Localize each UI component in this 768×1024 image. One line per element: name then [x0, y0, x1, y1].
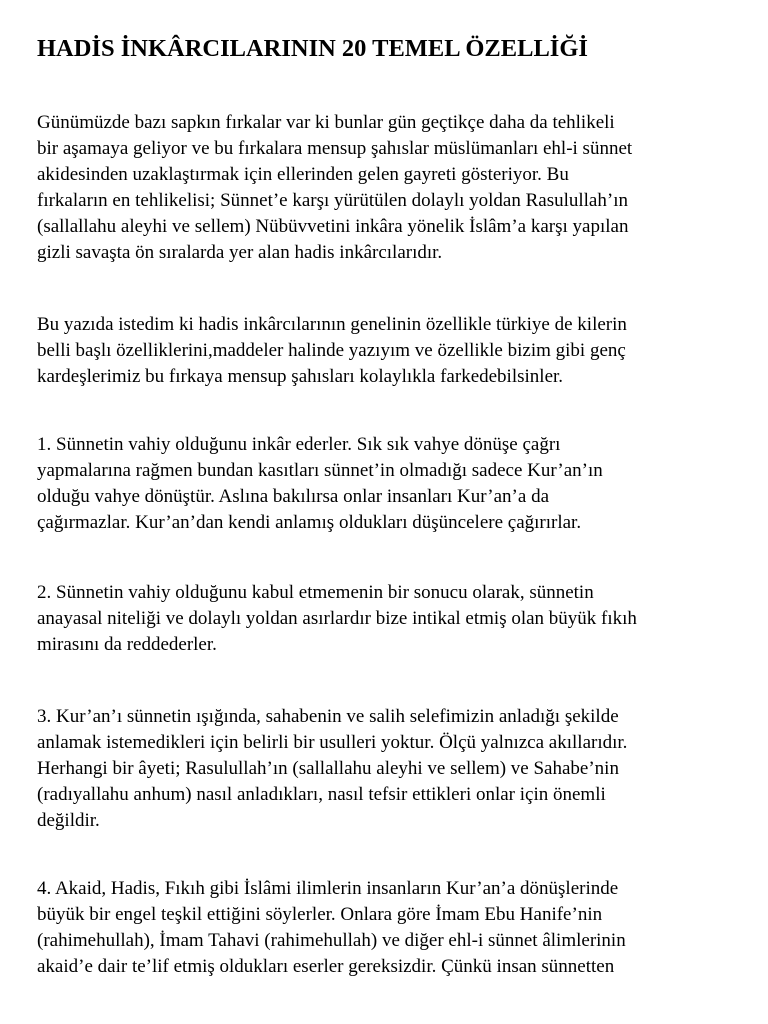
text-line: fırkaların en tehlikelisi; Sünnet’e karşı yürütülen dolaylı yoldan Rasulullah’ın: [37, 190, 628, 211]
text-line: 4. Akaid, Hadis, Fıkıh gibi İslâmi ilimlerin insanların Kur’an’a dönüşlerinde: [37, 878, 619, 899]
paragraph-item-3: [37, 704, 747, 834]
text-line: mirasını da reddederler.: [37, 634, 217, 655]
paragraph-item-2: [37, 580, 747, 658]
text-line: kardeşlerimiz bu fırkaya mensup şahısları kolaylıkla farkedebilsinler.: [37, 366, 564, 387]
text-line: 2. Sünnetin vahiy olduğunu kabul etmemenin bir sonucu olarak, sünnetin: [37, 582, 594, 603]
paragraph-item-4: [37, 876, 747, 980]
text-line: (radıyallahu anhum) nasıl anladıkları, nasıl tefsir ettikleri onlar için önemli: [37, 784, 606, 805]
text-line: bir aşamaya geliyor ve bu fırkalara mensup şahıslar müslümanları ehl-i sünnet: [37, 138, 633, 159]
text-line: çağırmazlar. Kur’an’dan kendi anlamış oldukları düşüncelere çağırırlar.: [37, 512, 582, 533]
text-line: belli başlı özelliklerini,maddeler halinde yazıyım ve özellikle bizim gibi genç: [37, 340, 626, 361]
text-line: Bu yazıda istedim ki hadis inkârcılarının genelinin özellikle türkiye de kilerin: [37, 314, 627, 335]
text-line: akaid’e dair te’lif etmiş oldukları eserler gereksizdir. Çünkü insan sünnetten: [37, 956, 615, 977]
text-line: akidesinden uzaklaştırmak için ellerinden gelen gayreti gösteriyor. Bu: [37, 164, 569, 185]
text-line: (sallallahu aleyhi ve sellem) Nübüvvetini inkâra yönelik İslâm’a karşı yapılan: [37, 216, 629, 237]
text-line: yapmalarına rağmen bundan kasıtları sünnet’in olmadığı sadece Kur’an’ın: [37, 460, 603, 481]
paragraph-purpose: [37, 312, 747, 390]
document-title: HADİS İNKÂRCILARININ 20 TEMEL ÖZELLİĞİ: [37, 35, 588, 62]
text-line: Herhangi bir âyeti; Rasulullah’ın (sallallahu aleyhi ve sellem) ve Sahabe’nin: [37, 758, 619, 779]
paragraph-item-1: [37, 432, 747, 536]
text-line: anayasal niteliği ve dolaylı yoldan asırlardır bize intikal etmiş olan büyük fıkıh: [37, 608, 637, 629]
text-line: olduğu vahye dönüştür. Aslına bakılırsa onlar insanları Kur’an’a da: [37, 486, 549, 507]
text-line: gizli savaşta ön sıralarda yer alan hadis inkârcılarıdır.: [37, 242, 443, 263]
text-line: anlamak istemedikleri için belirli bir usulleri yoktur. Ölçü yalnızca akıllarıdır.: [37, 732, 628, 753]
text-line: büyük bir engel teşkil ettiğini söylerler. Onlara göre İmam Ebu Hanife’nin: [37, 904, 603, 925]
text-line: (rahimehullah), İmam Tahavi (rahimehullah) ve diğer ehl-i sünnet âlimlerinin: [37, 930, 626, 951]
text-line: 3. Kur’an’ı sünnetin ışığında, sahabenin ve salih selefimizin anladığı şekilde: [37, 706, 619, 727]
paragraph-intro: [37, 110, 747, 266]
text-line: 1. Sünnetin vahiy olduğunu inkâr ederler. Sık sık vahye dönüşe çağrı: [37, 434, 561, 455]
text-line: değildir.: [37, 810, 100, 831]
text-line: Günümüzde bazı sapkın fırkalar var ki bunlar gün geçtikçe daha da tehlikeli: [37, 112, 615, 133]
